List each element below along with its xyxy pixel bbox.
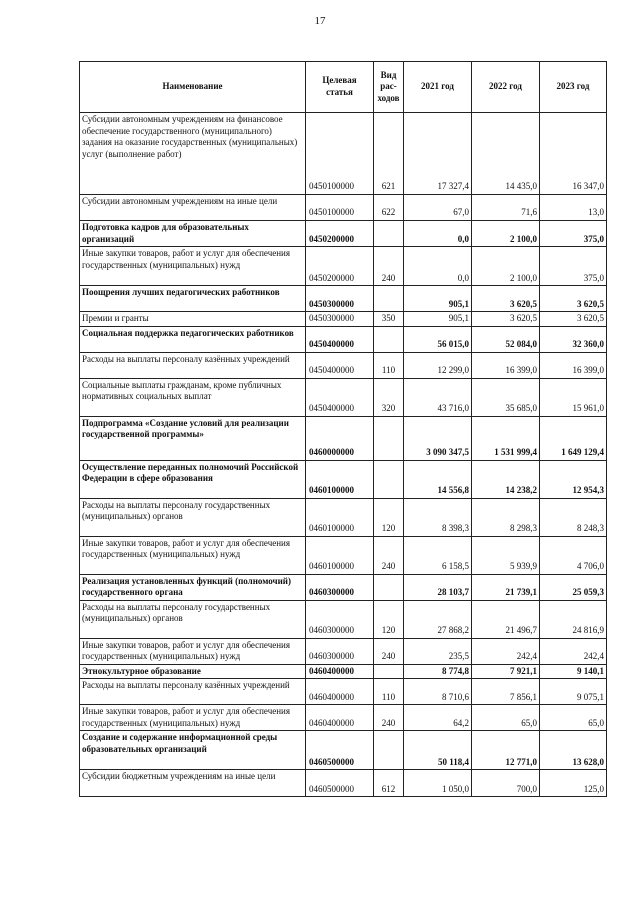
table-row [80, 536, 607, 574]
row-2023: 32 360,0 [540, 326, 607, 352]
row-2022: 1 531 999,4 [472, 416, 540, 460]
row-kind: 240 [374, 536, 404, 574]
table-row [80, 247, 607, 286]
row-code: 0450300000 [306, 312, 374, 327]
row-code: 0450300000 [306, 286, 374, 312]
row-kind: 120 [374, 498, 404, 536]
table-row [80, 770, 607, 797]
row-code: 0450200000 [306, 247, 374, 286]
row-code: 0450100000 [306, 195, 374, 221]
row-2021: 6 158,5 [404, 536, 472, 574]
row-code: 0460000000 [306, 416, 374, 460]
row-code: 0460100000 [306, 498, 374, 536]
row-kind [374, 574, 404, 600]
row-2021: 905,1 [404, 312, 472, 327]
row-code: 0450200000 [306, 221, 374, 247]
row-code: 0460400000 [306, 664, 374, 679]
row-name: Расходы на выплаты персоналу государственных (муниципальных) органов [80, 600, 306, 638]
row-2022: 3 620,5 [472, 312, 540, 327]
header-code: Целевая статья [306, 62, 374, 113]
row-code: 0460400000 [306, 679, 374, 705]
table-row [80, 600, 607, 638]
row-kind: 240 [374, 705, 404, 731]
row-2022: 242,4 [472, 638, 540, 664]
row-code: 0460100000 [306, 460, 374, 498]
row-code: 0450400000 [306, 378, 374, 416]
row-kind: 621 [374, 113, 404, 195]
row-2023: 25 059,3 [540, 574, 607, 600]
row-name: Субсидии бюджетным учреждениям на иные цели [80, 770, 306, 797]
row-kind: 350 [374, 312, 404, 327]
row-2023: 375,0 [540, 221, 607, 247]
row-2021: 8 710,6 [404, 679, 472, 705]
row-2021: 905,1 [404, 286, 472, 312]
row-code: 0460500000 [306, 770, 374, 797]
row-2021: 50 118,4 [404, 731, 472, 770]
row-code: 0460400000 [306, 705, 374, 731]
row-name: Субсидии автономным учреждениям на финансовое обеспечение государственного (муниципального) задания на оказание государственных (муниципальных) услуг (выполнение работ) [80, 113, 306, 195]
row-2023: 16 399,0 [540, 352, 607, 378]
table-row [80, 664, 607, 679]
row-name: Иные закупки товаров, работ и услуг для обеспечения государственных (муниципальных) нужд [80, 638, 306, 664]
row-code: 0460100000 [306, 536, 374, 574]
row-name: Социальная поддержка педагогических работников [80, 326, 306, 352]
row-code: 0450400000 [306, 326, 374, 352]
table-row [80, 286, 607, 312]
row-2023: 375,0 [540, 247, 607, 286]
table-header-row [80, 62, 607, 113]
row-2022: 35 685,0 [472, 378, 540, 416]
row-kind: 120 [374, 600, 404, 638]
table-row [80, 574, 607, 600]
table-row [80, 113, 607, 195]
row-name: Премии и гранты [80, 312, 306, 327]
row-2022: 7 856,1 [472, 679, 540, 705]
row-code: 0450100000 [306, 113, 374, 195]
row-2021: 28 103,7 [404, 574, 472, 600]
row-2022: 7 921,1 [472, 664, 540, 679]
row-2021: 64,2 [404, 705, 472, 731]
table-row [80, 498, 607, 536]
row-2021: 1 050,0 [404, 770, 472, 797]
row-2021: 8 398,3 [404, 498, 472, 536]
row-kind: 320 [374, 378, 404, 416]
row-name: Социальные выплаты гражданам, кроме публичных нормативных социальных выплат [80, 378, 306, 416]
table-row [80, 705, 607, 731]
row-kind [374, 416, 404, 460]
row-2023: 4 706,0 [540, 536, 607, 574]
row-2022: 12 771,0 [472, 731, 540, 770]
row-name: Иные закупки товаров, работ и услуг для обеспечения государственных (муниципальных) нужд [80, 247, 306, 286]
row-2022: 2 100,0 [472, 247, 540, 286]
row-kind: 612 [374, 770, 404, 797]
table-row [80, 312, 607, 327]
row-2022: 71,6 [472, 195, 540, 221]
row-2021: 235,5 [404, 638, 472, 664]
table-row [80, 460, 607, 498]
row-2023: 13 628,0 [540, 731, 607, 770]
row-kind [374, 221, 404, 247]
row-name: Создание и содержание информационной среды образовательных организаций [80, 731, 306, 770]
budget-table [79, 61, 607, 797]
header-2021: 2021 год [404, 62, 472, 113]
header-name: Наименование [80, 62, 306, 113]
row-name: Расходы на выплаты персоналу казённых учреждений [80, 679, 306, 705]
row-2023: 15 961,0 [540, 378, 607, 416]
table-row [80, 352, 607, 378]
table-row [80, 679, 607, 705]
row-kind: 240 [374, 247, 404, 286]
row-2021: 17 327,4 [404, 113, 472, 195]
row-2022: 16 399,0 [472, 352, 540, 378]
row-2021: 0,0 [404, 221, 472, 247]
row-2022: 52 084,0 [472, 326, 540, 352]
table-row [80, 326, 607, 352]
row-kind [374, 664, 404, 679]
header-2023: 2023 год [540, 62, 607, 113]
row-code: 0460300000 [306, 600, 374, 638]
row-2022: 14 435,0 [472, 113, 540, 195]
table-row [80, 378, 607, 416]
row-2021: 56 015,0 [404, 326, 472, 352]
row-2023: 3 620,5 [540, 286, 607, 312]
row-kind [374, 460, 404, 498]
row-2023: 242,4 [540, 638, 607, 664]
row-kind [374, 326, 404, 352]
row-name: Реализация установленных функций (полномочий) государственного органа [80, 574, 306, 600]
row-name: Субсидии автономным учреждениям на иные цели [80, 195, 306, 221]
row-2021: 8 774,8 [404, 664, 472, 679]
row-2023: 8 248,3 [540, 498, 607, 536]
row-2022: 700,0 [472, 770, 540, 797]
row-name: Иные закупки товаров, работ и услуг для обеспечения государственных (муниципальных) нужд [80, 705, 306, 731]
row-code: 0460300000 [306, 574, 374, 600]
table-row [80, 416, 607, 460]
row-2021: 67,0 [404, 195, 472, 221]
row-2022: 21 496,7 [472, 600, 540, 638]
row-2022: 65,0 [472, 705, 540, 731]
table-body [80, 113, 607, 797]
row-kind [374, 286, 404, 312]
row-2021: 27 868,2 [404, 600, 472, 638]
row-2022: 2 100,0 [472, 221, 540, 247]
row-name: Иные закупки товаров, работ и услуг для обеспечения государственных (муниципальных) нужд [80, 536, 306, 574]
row-2021: 0,0 [404, 247, 472, 286]
row-kind: 240 [374, 638, 404, 664]
row-2022: 3 620,5 [472, 286, 540, 312]
table-row [80, 731, 607, 770]
row-2022: 8 298,3 [472, 498, 540, 536]
page-number: 17 [314, 15, 326, 27]
row-2022: 14 238,2 [472, 460, 540, 498]
row-2023: 1 649 129,4 [540, 416, 607, 460]
header-2022: 2022 год [472, 62, 540, 113]
row-2023: 16 347,0 [540, 113, 607, 195]
row-code: 0460300000 [306, 638, 374, 664]
row-2021: 3 090 347,5 [404, 416, 472, 460]
row-kind: 110 [374, 679, 404, 705]
row-kind: 110 [374, 352, 404, 378]
row-2023: 24 816,9 [540, 600, 607, 638]
table-row [80, 221, 607, 247]
row-code: 0460500000 [306, 731, 374, 770]
row-kind [374, 731, 404, 770]
row-2023: 3 620,5 [540, 312, 607, 327]
row-name: Этнокультурное образование [80, 664, 306, 679]
row-2021: 12 299,0 [404, 352, 472, 378]
row-2021: 43 716,0 [404, 378, 472, 416]
header-kind: Вид рас-ходов [374, 62, 404, 113]
table-row [80, 195, 607, 221]
row-2021: 14 556,8 [404, 460, 472, 498]
table-row [80, 638, 607, 664]
row-2023: 125,0 [540, 770, 607, 797]
row-2022: 21 739,1 [472, 574, 540, 600]
row-name: Подпрограмма «Создание условий для реализации государственной программы» [80, 416, 306, 460]
row-2023: 9 075,1 [540, 679, 607, 705]
row-2023: 65,0 [540, 705, 607, 731]
row-2023: 9 140,1 [540, 664, 607, 679]
row-name: Расходы на выплаты персоналу государственных (муниципальных) органов [80, 498, 306, 536]
row-name: Осуществление переданных полномочий Российской Федерации в сфере образования [80, 460, 306, 498]
row-name: Расходы на выплаты персоналу казённых учреждений [80, 352, 306, 378]
row-code: 0450400000 [306, 352, 374, 378]
row-kind: 622 [374, 195, 404, 221]
row-2022: 5 939,9 [472, 536, 540, 574]
row-name: Подготовка кадров для образовательных организаций [80, 221, 306, 247]
row-2023: 13,0 [540, 195, 607, 221]
row-2023: 12 954,3 [540, 460, 607, 498]
row-name: Поощрения лучших педагогических работников [80, 286, 306, 312]
